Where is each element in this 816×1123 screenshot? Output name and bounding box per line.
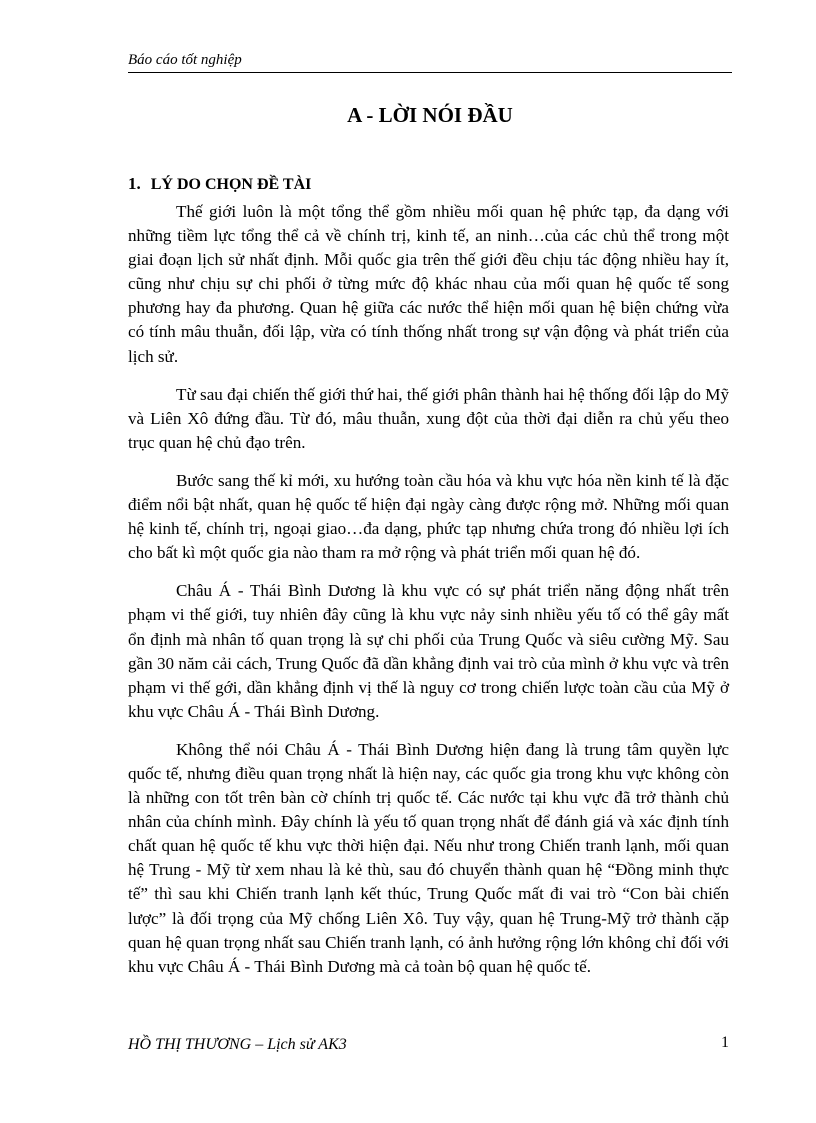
footer-author: HỒ THỊ THƯƠNG – Lịch sử AK3: [128, 1036, 347, 1053]
page-title: A - LỜI NÓI ĐẦU: [347, 103, 513, 127]
section-title: LÝ DO CHỌN ĐỀ TÀI: [150, 176, 312, 193]
paragraph: Thế giới luôn là một tổng thể gồm nhiều mối quan hệ phức tạp, đa dạng với những tiềm lực tổng thể cả về chính trị, kinh tế, an ninh…của các chủ thể trong một giai đoạn lịch sử nhất định. Mỗi quốc gia trên thế giới đều chịu tác động nhiều hay ít, cũng như chịu sự chi phối ở từng mức độ khác nhau của mối quan hệ quốc tế song phương hay đa phương. Quan hệ giữa các nước thể hiện mối quan hệ biện chứng vừa có tính mâu thuẫn, đối lập, vừa có tính thống nhất trong sự vận động và phát triển của lịch sử.: [128, 202, 729, 366]
paragraph: Bước sang thế kỉ mới, xu hướng toàn cầu hóa và khu vực hóa nền kinh tế là đặc điểm nổi bật nhất, quan hệ quốc tế hiện đại ngày càng được rộng mở. Những mối quan hệ kinh tế, chính trị, ngoại giao…đa dạng, phức tạp nhưng chứa trong đó nhiều lợi ích cho bất kì một quốc gia nào tham ra mở rộng và phát triển mối quan hệ đó.: [128, 470, 729, 563]
body-text: [128, 200, 729, 993]
page-number: 1: [721, 1034, 729, 1051]
section-heading: [128, 172, 311, 197]
paragraph: Không thể nói Châu Á - Thái Bình Dương hiện đang là trung tâm quyền lực quốc tế, nhưng điều quan trọng nhất là hiện nay, các quốc gia trong khu vực không còn là những con tốt trên bàn cờ chính trị quốc tế. Các nước tại khu vực đã trở thành chủ nhân của chính mình. Đây chính là yếu tố quan trọng nhất để đánh giá và xác định tính chất quan hệ quốc tế khu vực thời hiện đại. Nếu như trong Chiến tranh lạnh, mối quan hệ Trung - Mỹ từ xem nhau là kẻ thù, sau đó chuyển thành quan hệ “Đồng minh thực tế” thì sau khi Chiến tranh lạnh kết thúc, Trung Quốc mất đi vai trò “Con bài chiến lược” là đối trọng của Mỹ chống Liên Xô. Tuy vậy, quan hệ Trung-Mỹ trở thành cặp quan hệ quan trọng nhất sau Chiến tranh lạnh, có ảnh hưởng rộng lớn không chỉ đối với khu vực Châu Á - Thái Bình Dương mà cả toàn bộ quan hệ quốc tế.: [128, 739, 729, 976]
section-number: 1.: [128, 174, 141, 193]
paragraph: Châu Á - Thái Bình Dương là khu vực có sự phát triển năng động nhất trên phạm vi thế giới, tuy nhiên đây cũng là khu vực nảy sinh nhiều yếu tố có thể gây mất ổn định mà nhân tố quan trọng là sự chi phối của Trung Quốc và siêu cường Mỹ. Sau gần 30 năm cải cách, Trung Quốc đã dần khẳng định vai trò của mình ở khu vực và trên phạm vi thế gới, dần khẳng định vị thế là nguy cơ trong chiến lược toàn cầu của Mỹ ở khu vực Châu Á - Thái Bình Dương.: [128, 581, 729, 721]
header-text: Báo cáo tốt nghiệp: [128, 52, 242, 68]
paragraph: Từ sau đại chiến thế giới thứ hai, thế giới phân thành hai hệ thống đối lập do Mỹ và Liên Xô đứng đầu. Từ đó, mâu thuẫn, xung đột của thời đại diễn ra chủ yếu theo trục quan hệ chủ đạo trên.: [128, 384, 729, 452]
page-header: [128, 50, 732, 73]
